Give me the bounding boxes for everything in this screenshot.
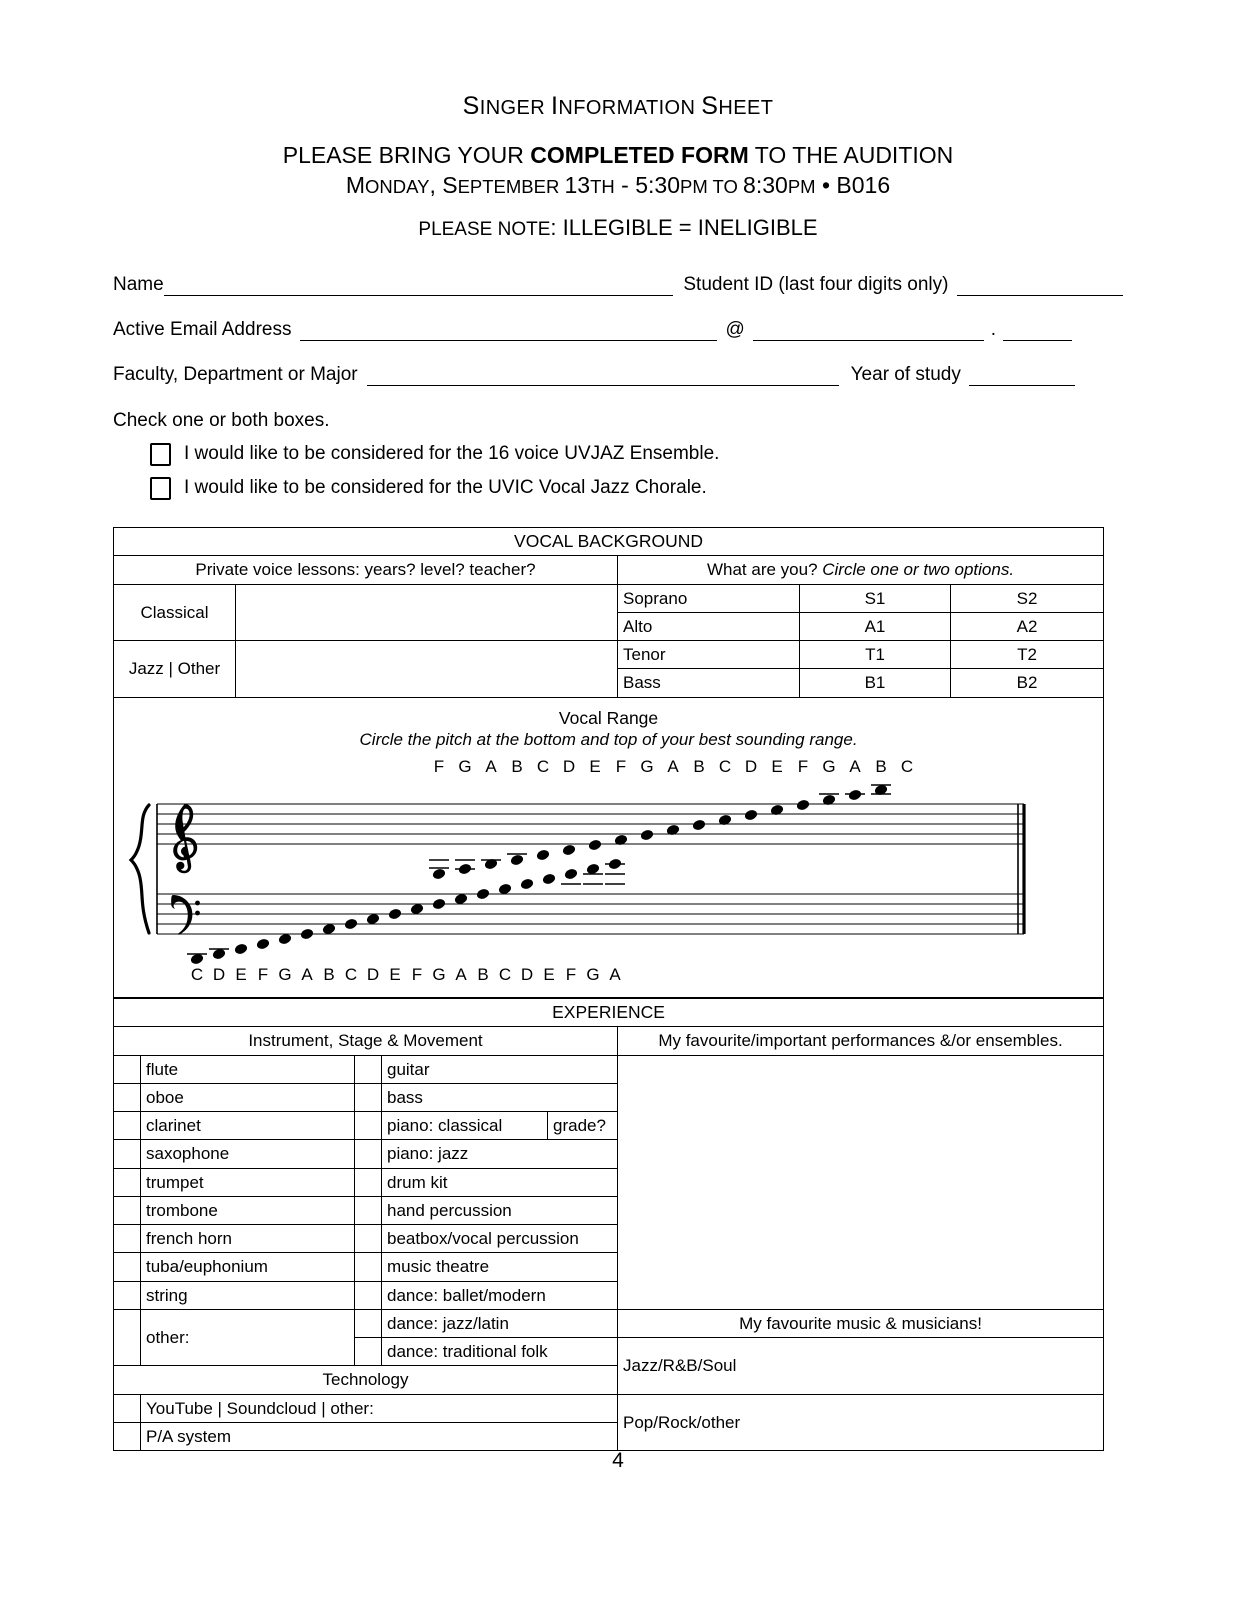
- piano-grade-field[interactable]: grade?: [548, 1112, 618, 1140]
- bass-letter[interactable]: A: [609, 964, 621, 984]
- bass-letter[interactable]: B: [323, 964, 335, 984]
- bass-letter[interactable]: C: [190, 964, 204, 984]
- technology-youtube-soundcloud[interactable]: YouTube | Soundcloud | other:: [141, 1394, 618, 1422]
- technology-header: Technology: [114, 1366, 618, 1394]
- treble-letter[interactable]: D: [562, 756, 576, 776]
- instrument-beatbox: beatbox/vocal percussion: [382, 1225, 618, 1253]
- technology-pa-system[interactable]: P/A system: [141, 1422, 618, 1450]
- dot-symbol: .: [990, 318, 997, 340]
- table-row: [114, 1027, 1104, 1055]
- instrument-saxophone: saxophone: [141, 1140, 355, 1168]
- instrument-flute: flute: [141, 1055, 355, 1083]
- checkbox-vocal-jazz-chorale[interactable]: [150, 477, 171, 500]
- vocal-background-section: [113, 527, 1123, 998]
- student-id-label: Student ID (last four digits only): [683, 273, 949, 295]
- page-title-part-5: S: [701, 92, 719, 120]
- dt-part-2: ONDAY: [365, 176, 430, 198]
- checkbox-other-instrument[interactable]: [114, 1309, 141, 1366]
- instrument-french-horn: french horn: [141, 1225, 355, 1253]
- legibility-note-text: ILLEGIBLE = INELIGIBLE: [562, 215, 818, 241]
- bass-letter[interactable]: F: [565, 964, 577, 984]
- student-id-input[interactable]: [957, 278, 1123, 296]
- instrument-trumpet: trumpet: [141, 1168, 355, 1196]
- table-row: [114, 1055, 1104, 1083]
- dt-part-4: EPTEMBER: [457, 176, 565, 198]
- page-title-part-1: S: [462, 92, 480, 120]
- dt-part-11: 8:30: [743, 172, 788, 199]
- table-row: [114, 527, 1104, 556]
- treble-letter[interactable]: G: [458, 756, 472, 776]
- vocal-range-title: Vocal Range: [558, 707, 659, 728]
- audition-instruction-c: TO THE AUDITION: [748, 141, 954, 168]
- treble-letter[interactable]: E: [771, 756, 783, 776]
- favourite-music-header: My favourite music & musicians!: [618, 1309, 1104, 1337]
- vocal-range-instruction: Circle the pitch at the bottom and top of your best sounding range.: [359, 730, 858, 750]
- table-row: [114, 1394, 1104, 1422]
- instrument-piano-jazz: piano: jazz: [382, 1140, 618, 1168]
- bass-letter[interactable]: F: [257, 964, 269, 984]
- bass-letter[interactable]: G: [432, 964, 446, 984]
- bass-letter[interactable]: D: [520, 964, 534, 984]
- instrument-dance-ballet-modern: dance: ballet/modern: [382, 1281, 618, 1309]
- lesson-type-classical: Classical: [114, 584, 236, 641]
- voice-type-header-plain: What are you?: [706, 560, 823, 580]
- page-title-part-2: INGER: [479, 97, 552, 119]
- legibility-note: [113, 215, 1123, 242]
- instrument-dance-jazz-latin: dance: jazz/latin: [382, 1309, 618, 1337]
- voice-option-t1[interactable]: T1: [800, 641, 951, 669]
- checkbox-tuba-euphonium[interactable]: [114, 1253, 141, 1281]
- checkbox-flute[interactable]: [114, 1055, 141, 1083]
- treble-letter[interactable]: G: [640, 756, 654, 776]
- voice-type-header: [618, 556, 1104, 584]
- voice-option-a2[interactable]: A2: [951, 612, 1104, 640]
- email-domain-input[interactable]: [753, 323, 984, 341]
- favourite-music-pop-rock-other[interactable]: Pop/Rock/other: [618, 1394, 1104, 1451]
- checkbox-music-theatre[interactable]: [355, 1253, 382, 1281]
- bass-letter[interactable]: G: [586, 964, 600, 984]
- email-label: Active Email Address: [113, 318, 292, 340]
- checkbox-french-horn[interactable]: [114, 1225, 141, 1253]
- instrument-drum-kit: drum kit: [382, 1168, 618, 1196]
- checkbox-string[interactable]: [114, 1281, 141, 1309]
- bass-letter[interactable]: G: [278, 964, 292, 984]
- lessons-header: Private voice lessons: years? level? teacher?: [114, 556, 618, 584]
- checkbox-drum-kit[interactable]: [355, 1168, 382, 1196]
- table-row: [114, 1309, 1104, 1337]
- dt-part-7: -: [614, 172, 636, 199]
- treble-letter[interactable]: G: [822, 756, 836, 776]
- treble-letter[interactable]: C: [900, 756, 914, 776]
- bass-letter[interactable]: E: [235, 964, 247, 984]
- treble-letter[interactable]: A: [485, 756, 497, 776]
- name-input[interactable]: [164, 278, 673, 296]
- instrument-string: string: [141, 1281, 355, 1309]
- voice-type-tenor: Tenor: [618, 641, 800, 669]
- vocal-background-heading: VOCAL BACKGROUND: [114, 527, 1104, 556]
- experience-table: [113, 998, 1104, 1452]
- checkbox-clarinet[interactable]: [114, 1112, 141, 1140]
- instrument-guitar: guitar: [382, 1055, 618, 1083]
- instrument-other[interactable]: other:: [141, 1309, 355, 1366]
- dt-part-3: , S: [429, 172, 458, 199]
- ensemble-option-row-1[interactable]: [150, 443, 1123, 466]
- instrument-tuba-euphonium: tuba/euphonium: [141, 1253, 355, 1281]
- grand-staff[interactable]: [119, 756, 1107, 986]
- checkbox-uvjaz-ensemble[interactable]: [150, 443, 171, 466]
- bass-letter[interactable]: E: [543, 964, 555, 984]
- checkbox-trombone[interactable]: [114, 1196, 141, 1224]
- performances-input[interactable]: [618, 1055, 1104, 1309]
- page-title: [113, 92, 1123, 121]
- ensemble-option-row-2[interactable]: [150, 477, 1123, 500]
- dt-part-5: 13: [564, 172, 591, 199]
- voice-type-header-italic: Circle one or two options.: [822, 560, 1015, 580]
- treble-letter[interactable]: E: [589, 756, 601, 776]
- voice-option-b2[interactable]: B2: [951, 669, 1104, 697]
- bass-letter[interactable]: D: [366, 964, 380, 984]
- treble-letter[interactable]: B: [511, 756, 523, 776]
- voice-type-bass: Bass: [618, 669, 800, 697]
- checkbox-guitar[interactable]: [355, 1055, 382, 1083]
- faculty-input[interactable]: [367, 368, 839, 386]
- page-title-part-6: HEET: [718, 97, 774, 119]
- checkbox-hand-percussion[interactable]: [355, 1196, 382, 1224]
- voice-option-t2[interactable]: T2: [951, 641, 1104, 669]
- treble-letter[interactable]: C: [536, 756, 550, 776]
- table-row: [114, 998, 1104, 1027]
- instrument-music-theatre: music theatre: [382, 1253, 618, 1281]
- name-label: Name: [113, 273, 164, 295]
- treble-letter[interactable]: A: [849, 756, 861, 776]
- voice-option-s1[interactable]: S1: [800, 584, 951, 612]
- instrument-stage-movement-header: Instrument, Stage & Movement: [114, 1027, 618, 1055]
- title-block: [113, 0, 1123, 242]
- experience-section: [113, 998, 1123, 1452]
- instrument-oboe: oboe: [141, 1083, 355, 1111]
- bass-letter[interactable]: C: [498, 964, 512, 984]
- dt-part-13: •: [815, 172, 837, 199]
- checkbox-piano-classical[interactable]: [355, 1112, 382, 1140]
- legibility-note-lead: PLEASE NOTE: [418, 219, 551, 241]
- checkbox-pa-system[interactable]: [114, 1422, 141, 1450]
- bass-letter[interactable]: B: [477, 964, 489, 984]
- checkbox-youtube-soundcloud[interactable]: [114, 1394, 141, 1422]
- audition-instruction-a: PLEASE BRING YOUR: [282, 141, 531, 168]
- bass-letter[interactable]: A: [455, 964, 467, 984]
- dt-part-1: M: [345, 172, 366, 199]
- treble-letter[interactable]: C: [718, 756, 732, 776]
- treble-letter[interactable]: B: [693, 756, 705, 776]
- table-row: [114, 641, 1104, 669]
- email-user-input[interactable]: [300, 323, 717, 341]
- dt-part-9: PM: [679, 176, 708, 198]
- applicant-fields: [113, 275, 1123, 386]
- checkbox-dance-ballet-modern[interactable]: [355, 1281, 382, 1309]
- checkbox-dance-traditional-folk[interactable]: [355, 1338, 382, 1366]
- page-number: 4: [612, 1449, 624, 1472]
- checkbox-bass[interactable]: [355, 1083, 382, 1111]
- page-title-part-4: NFORMATION: [558, 97, 702, 119]
- checkbox-piano-jazz[interactable]: [355, 1140, 382, 1168]
- checkbox-trumpet[interactable]: [114, 1168, 141, 1196]
- checkbox-dance-jazz-latin[interactable]: [355, 1309, 382, 1337]
- performances-header: My favourite/important performances &/or ensembles.: [618, 1027, 1104, 1055]
- instrument-piano-classical: piano: classical: [382, 1112, 548, 1140]
- checkbox-oboe[interactable]: [114, 1083, 141, 1111]
- audition-instruction-bold: COMPLETED FORM: [530, 141, 749, 168]
- experience-heading: EXPERIENCE: [114, 998, 1104, 1027]
- treble-letter[interactable]: F: [797, 756, 809, 776]
- treble-letter[interactable]: F: [615, 756, 627, 776]
- treble-letter[interactable]: F: [433, 756, 445, 776]
- faculty-row: [113, 365, 1123, 386]
- voice-option-b1[interactable]: B1: [800, 669, 951, 697]
- voice-type-alto: Alto: [618, 612, 800, 640]
- faculty-label: Faculty, Department or Major: [113, 363, 358, 385]
- audition-instruction: [113, 142, 1123, 170]
- treble-letter[interactable]: D: [744, 756, 758, 776]
- dt-part-6: TH: [590, 176, 615, 198]
- checkbox-label-uvjaz-ensemble: I would like to be considered for the 16 voice UVJAZ Ensemble.: [184, 443, 720, 465]
- checkbox-instruction: Check one or both boxes.: [113, 409, 330, 431]
- lesson-input-classical[interactable]: [236, 584, 618, 641]
- table-row: [114, 584, 1104, 612]
- audition-datetime: [113, 171, 1123, 200]
- dt-part-14: B016: [836, 172, 891, 199]
- instrument-dance-traditional-folk: dance: traditional folk: [382, 1338, 618, 1366]
- legibility-note-colon: :: [550, 215, 563, 241]
- treble-letter[interactable]: B: [875, 756, 887, 776]
- instrument-clarinet: clarinet: [141, 1112, 355, 1140]
- favourite-music-jazz-rnb-soul[interactable]: Jazz/R&B/Soul: [618, 1338, 1104, 1395]
- bass-letter[interactable]: A: [301, 964, 313, 984]
- voice-option-a1[interactable]: A1: [800, 612, 951, 640]
- instrument-trombone: trombone: [141, 1196, 355, 1224]
- email-tld-input[interactable]: [1003, 323, 1072, 341]
- lesson-type-jazz-other: Jazz | Other: [114, 641, 236, 698]
- table-row: [114, 556, 1104, 584]
- bass-letter[interactable]: F: [411, 964, 423, 984]
- year-of-study-input[interactable]: [969, 368, 1075, 386]
- name-row: [113, 275, 1123, 296]
- checkbox-label-vocal-jazz-chorale: I would like to be considered for the UVIC Vocal Jazz Chorale.: [184, 477, 707, 499]
- at-symbol: @: [725, 318, 745, 340]
- lesson-input-jazz-other[interactable]: [236, 641, 618, 698]
- email-row: [113, 320, 1123, 341]
- dt-part-8: 5:30: [635, 172, 680, 199]
- checkbox-saxophone[interactable]: [114, 1140, 141, 1168]
- treble-letter[interactable]: A: [667, 756, 679, 776]
- page-title-part-3: I: [551, 92, 559, 120]
- dt-part-12: PM: [787, 176, 816, 198]
- year-of-study-label: Year of study: [850, 363, 961, 385]
- vocal-background-table: [113, 527, 1104, 998]
- bass-letter[interactable]: E: [389, 964, 401, 984]
- vocal-range-cell: [114, 697, 1104, 997]
- table-row: [114, 697, 1104, 997]
- instrument-bass: bass: [382, 1083, 618, 1111]
- dt-part-10: TO: [707, 176, 744, 198]
- grand-staff-svg: [119, 756, 1107, 986]
- bass-letter[interactable]: C: [344, 964, 358, 984]
- bass-letter[interactable]: D: [212, 964, 226, 984]
- voice-option-s2[interactable]: S2: [951, 584, 1104, 612]
- checkbox-beatbox[interactable]: [355, 1225, 382, 1253]
- instrument-hand-percussion: hand percussion: [382, 1196, 618, 1224]
- voice-type-soprano: Soprano: [618, 584, 800, 612]
